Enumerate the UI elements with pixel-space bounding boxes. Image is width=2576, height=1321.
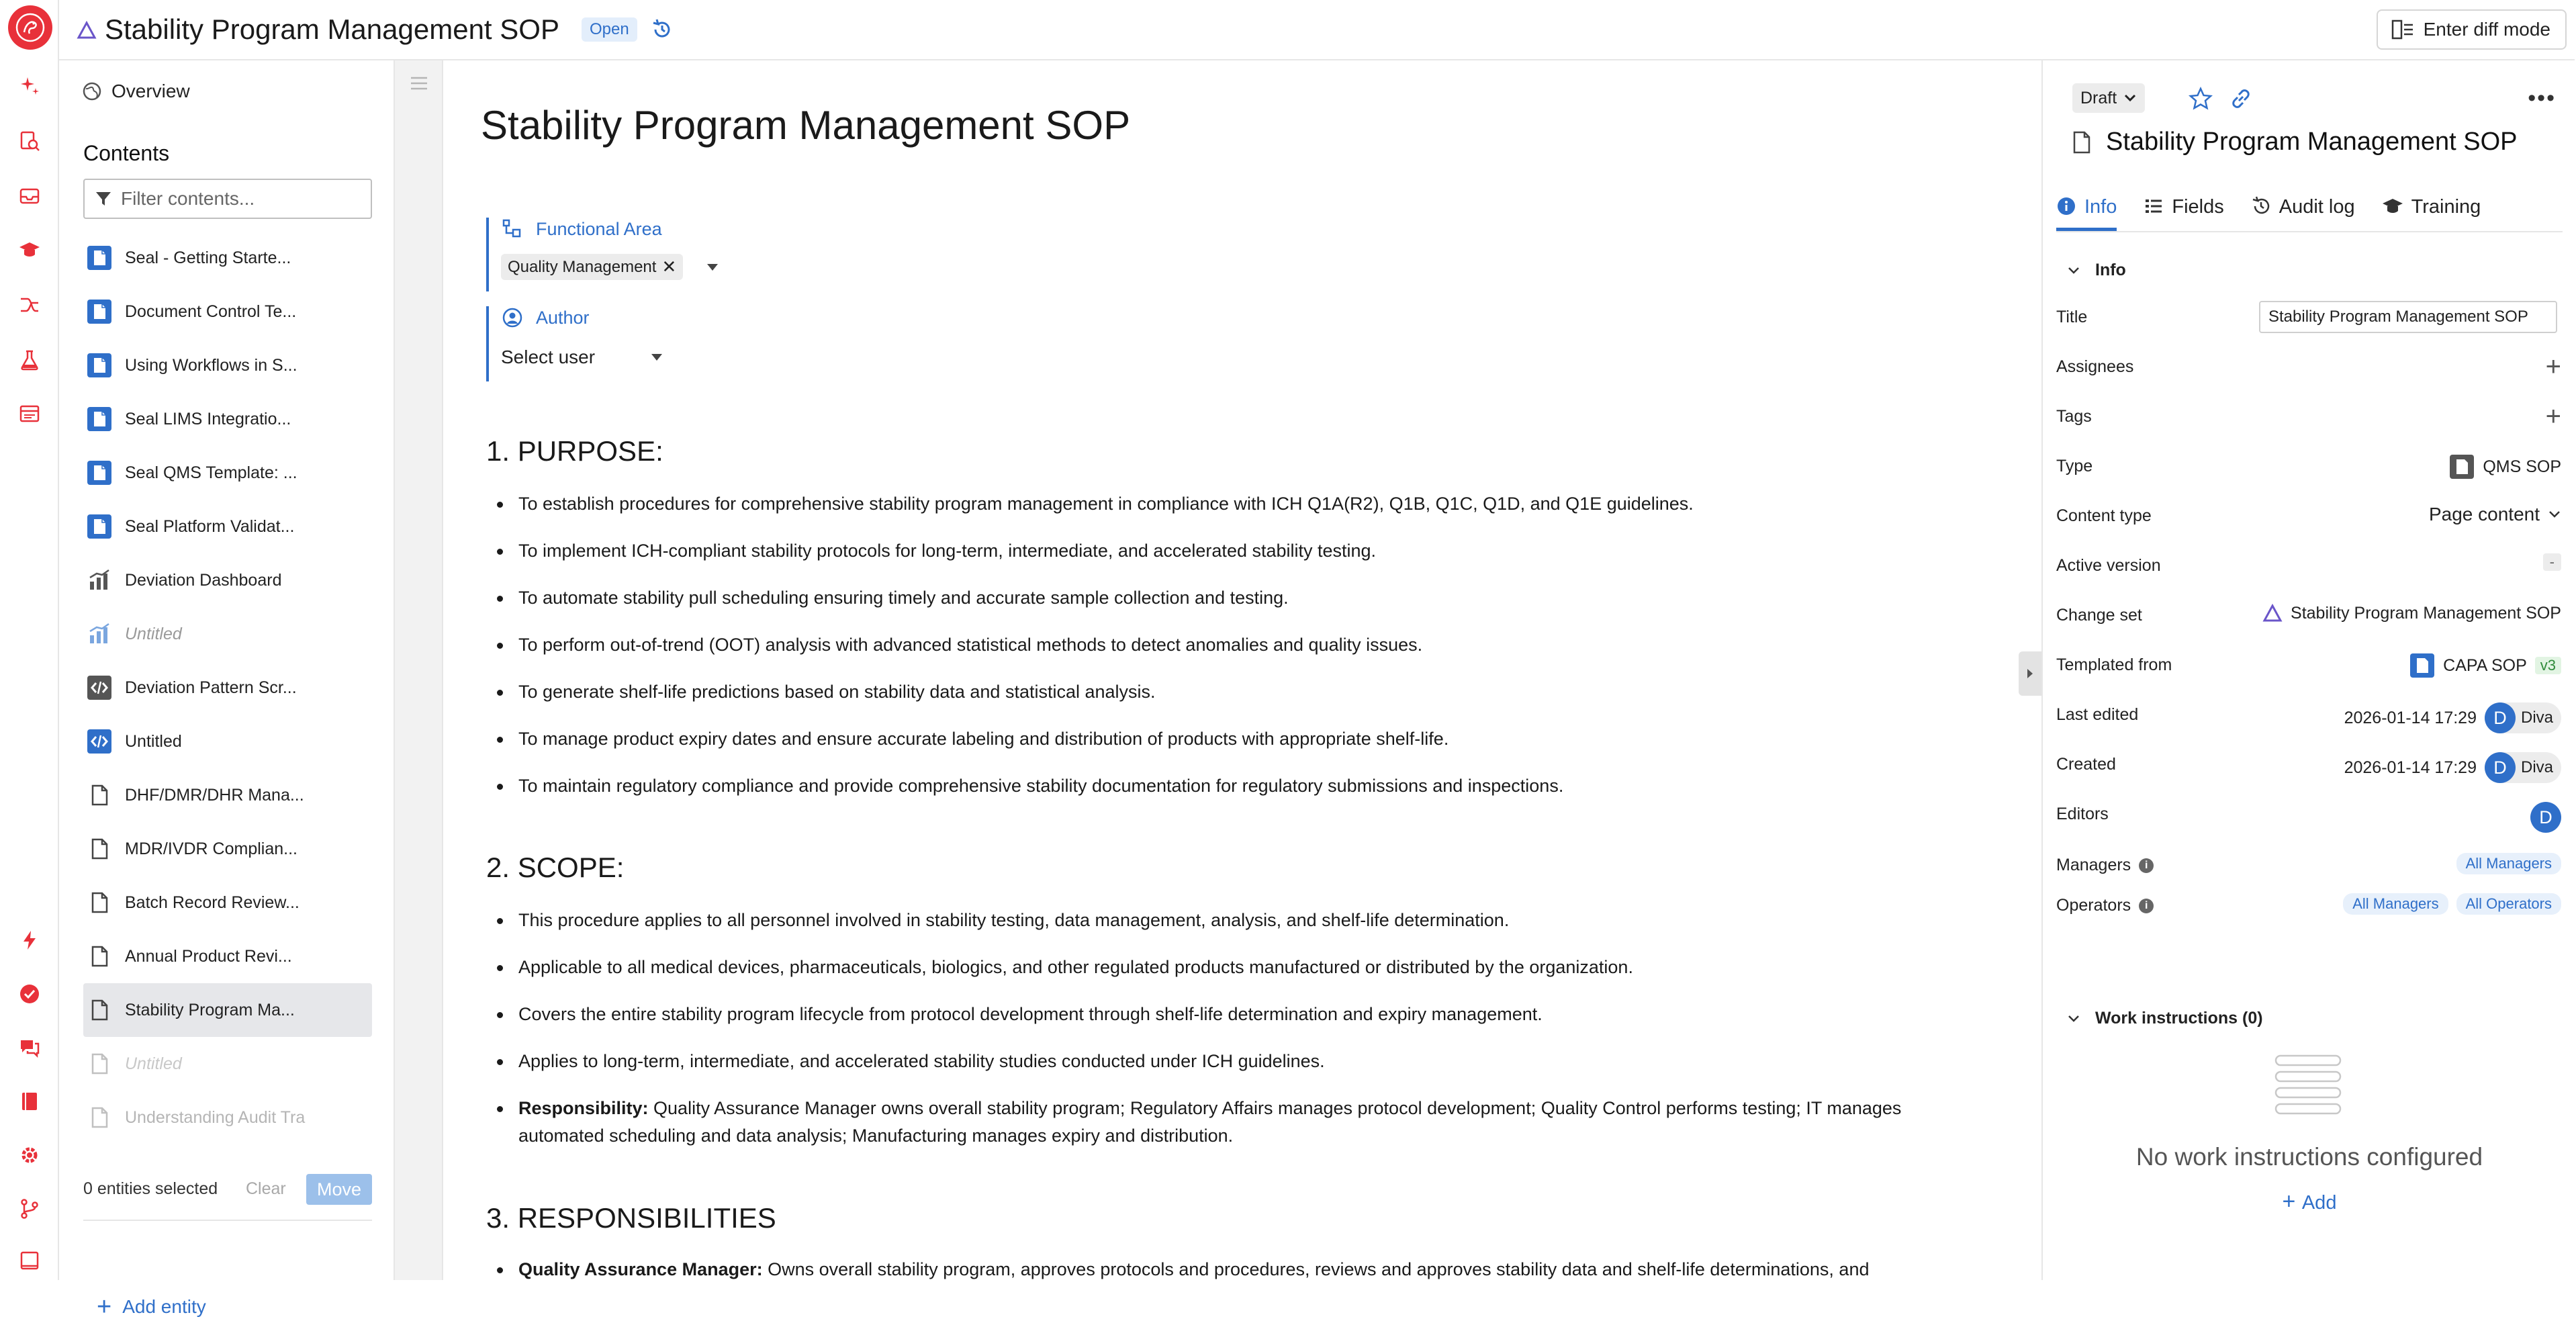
sidebar-item[interactable] bbox=[83, 929, 372, 983]
bullet-text: To implement ICH-compliant stability protocols for long-term, intermediate, and accelerated stability testing. bbox=[518, 541, 1377, 561]
sidebar-item[interactable] bbox=[83, 231, 372, 285]
sidebar-item-label: Untitled bbox=[125, 624, 182, 643]
sidebar-item[interactable] bbox=[83, 822, 372, 876]
section-heading-responsibilities: 3. RESPONSIBILITIES bbox=[486, 1202, 776, 1234]
panel-title-text: Stability Program Management SOP bbox=[2106, 128, 2518, 156]
chat-icon[interactable] bbox=[17, 1036, 42, 1060]
ai-sparkle-icon[interactable] bbox=[17, 74, 42, 98]
bullet-bold-lead: Quality Assurance Manager: bbox=[518, 1259, 763, 1279]
qms-sop-type-icon bbox=[2449, 454, 2475, 480]
functional-area-dropdown-icon[interactable] bbox=[707, 264, 718, 271]
overview-label: Overview bbox=[111, 81, 190, 101]
sidebar-item[interactable] bbox=[83, 876, 372, 929]
status-badge: Open bbox=[582, 17, 637, 42]
bullet-text: To generate shelf-life predictions based on stability data and statistical analysis. bbox=[518, 682, 1156, 702]
prop-editors-label: Editors bbox=[2056, 805, 2109, 823]
bullet-bold-lead: Responsibility: bbox=[518, 1098, 649, 1118]
work-instructions-empty: No work instructions configured bbox=[2135, 1143, 2483, 1171]
plus-icon: + bbox=[2282, 1189, 2302, 1214]
page-title: Stability Program Management SOP bbox=[105, 13, 559, 45]
link-icon[interactable] bbox=[2228, 86, 2254, 111]
tab-audit-log-label: Audit log bbox=[2279, 196, 2355, 218]
remove-chip-icon[interactable]: ✕ bbox=[661, 257, 677, 277]
info-icon[interactable]: i bbox=[2139, 858, 2154, 873]
library-book-icon[interactable] bbox=[17, 1089, 42, 1113]
add-work-instruction-label: Add bbox=[2301, 1192, 2337, 1214]
doc-blue-icon bbox=[86, 459, 113, 486]
sidebar-item-label: Deviation Pattern Scr... bbox=[125, 678, 297, 697]
history-icon[interactable] bbox=[650, 17, 674, 42]
diff-icon bbox=[2391, 19, 2414, 40]
bullet-item bbox=[486, 1256, 1990, 1283]
prop-last-edited bbox=[2056, 700, 2567, 729]
bullet-text: Owns overall stability program, approves protocols and procedures, reviews and approves stability data and shelf-life determinations, and bbox=[762, 1259, 1870, 1279]
bullet-text: Applicable to all medical devices, pharmaceuticals, biologics, and other regulated products manufactured or distributed by the organization. bbox=[518, 957, 1633, 977]
prop-type-label: Type bbox=[2056, 457, 2093, 475]
properties-panel bbox=[2041, 60, 2575, 1280]
add-work-instruction-button[interactable] bbox=[2043, 1189, 2576, 1215]
hierarchy-icon bbox=[501, 218, 524, 240]
avatar: D bbox=[2485, 702, 2516, 733]
functional-area-value: Quality Management bbox=[508, 257, 657, 276]
chevron-down-icon bbox=[2123, 93, 2137, 103]
operators-pill-operators[interactable]: All Operators bbox=[2456, 893, 2561, 915]
prop-assignees bbox=[2056, 352, 2567, 381]
dashboard-light-icon bbox=[86, 621, 113, 647]
status-dropdown[interactable] bbox=[2072, 83, 2145, 113]
tab-training[interactable] bbox=[2382, 192, 2481, 231]
functional-area-label: Functional Area bbox=[536, 218, 662, 239]
doc-outline-icon bbox=[86, 997, 113, 1023]
sidebar-item[interactable] bbox=[83, 392, 372, 446]
training-cap-icon[interactable] bbox=[17, 238, 42, 262]
created-user[interactable] bbox=[2485, 752, 2561, 783]
sidebar-item[interactable] bbox=[83, 553, 372, 607]
last-edited-timestamp: 2026-01-14 17:29 bbox=[2344, 708, 2477, 727]
author-field bbox=[486, 306, 835, 381]
sidebar-item[interactable] bbox=[83, 1037, 372, 1091]
empty-list-illustration-icon bbox=[2274, 1054, 2342, 1115]
bullet-text: To establish procedures for comprehensive stability program management in compliance with ICH Q1A(R2), Q1B, Q1C, Q1D, and Q1E guidelines. bbox=[518, 494, 1694, 514]
settings-gear-icon[interactable] bbox=[17, 1143, 42, 1167]
doc-blue-icon bbox=[86, 244, 113, 271]
info-icon bbox=[2056, 196, 2076, 216]
bullet-text: To perform out-of-trend (OOT) analysis with advanced statistical methods to detect anomalies and quality issues. bbox=[518, 635, 1423, 655]
bullet-item bbox=[486, 1048, 1990, 1075]
info-section-toggle[interactable] bbox=[2067, 261, 2126, 280]
prop-managers bbox=[2056, 850, 2567, 880]
seal-logo[interactable] bbox=[8, 5, 52, 50]
change-set-link[interactable] bbox=[2262, 603, 2561, 623]
doc-blue-icon bbox=[86, 298, 113, 325]
prop-created-label: Created bbox=[2056, 755, 2116, 774]
filter-box bbox=[83, 179, 372, 219]
prop-managers-label: Managers bbox=[2056, 856, 2131, 874]
managers-pill[interactable]: All Managers bbox=[2456, 853, 2561, 874]
sidebar-item-label: Annual Product Revi... bbox=[125, 946, 292, 966]
sidebar-item[interactable] bbox=[83, 607, 372, 661]
bullet-item bbox=[486, 631, 1990, 659]
doc-blue-icon bbox=[86, 513, 113, 540]
prop-operators-label: Operators bbox=[2056, 896, 2131, 915]
sidebar-item[interactable] bbox=[83, 983, 372, 1037]
panel-splitter[interactable] bbox=[395, 60, 443, 1280]
bullet-item bbox=[486, 490, 1990, 518]
branch-icon[interactable] bbox=[17, 1197, 42, 1221]
last-edited-user[interactable] bbox=[2485, 702, 2561, 733]
add-entity-label: Add entity bbox=[122, 1296, 206, 1317]
contents-heading: Contents bbox=[83, 141, 170, 165]
enter-diff-mode-button[interactable] bbox=[2377, 9, 2567, 50]
change-set-triangle-icon bbox=[77, 20, 97, 40]
doc-outline-icon bbox=[86, 782, 113, 809]
bullet-item bbox=[486, 907, 1990, 934]
doc-light-icon bbox=[86, 1050, 113, 1077]
sidebar-divider bbox=[83, 1220, 372, 1221]
sidebar-item[interactable] bbox=[83, 768, 372, 822]
chevron-down-icon bbox=[2067, 1014, 2080, 1023]
lightning-icon[interactable] bbox=[17, 928, 42, 952]
prop-templated-from-label: Templated from bbox=[2056, 655, 2172, 674]
sidebar-item[interactable] bbox=[83, 338, 372, 392]
sidebar-item[interactable] bbox=[83, 661, 372, 715]
more-options-icon[interactable]: ••• bbox=[2528, 85, 2556, 111]
prop-change-set-value: Stability Program Management SOP bbox=[2291, 603, 2561, 623]
sidebar-item[interactable] bbox=[83, 446, 372, 500]
add-assignee-icon[interactable]: + bbox=[2545, 352, 2561, 381]
sidebar-item-label: MDR/IVDR Complian... bbox=[125, 839, 297, 858]
prop-tags bbox=[2056, 402, 2567, 431]
tab-audit-log[interactable] bbox=[2251, 192, 2355, 231]
prop-type bbox=[2056, 451, 2567, 481]
change-set-triangle-icon bbox=[2262, 603, 2283, 623]
prop-content-type bbox=[2056, 501, 2567, 531]
author-dropdown-icon[interactable] bbox=[651, 354, 662, 361]
script-gray-icon bbox=[86, 674, 113, 701]
info-icon[interactable]: i bbox=[2139, 899, 2154, 913]
panel-title bbox=[2072, 128, 2518, 156]
prop-active-version-label: Active version bbox=[2056, 556, 2161, 575]
search-docs-icon[interactable] bbox=[17, 129, 42, 153]
sidebar-item[interactable] bbox=[83, 285, 372, 338]
sidebar-item[interactable] bbox=[83, 715, 372, 768]
add-entity-button[interactable] bbox=[97, 1293, 206, 1321]
workflow-icon[interactable] bbox=[17, 293, 42, 317]
prop-change-set-label: Change set bbox=[2056, 606, 2142, 625]
avatar[interactable]: D bbox=[2530, 802, 2561, 833]
prop-content-type-label: Content type bbox=[2056, 506, 2152, 525]
sidebar-item-label: Untitled bbox=[125, 731, 182, 751]
tab-info-label: Info bbox=[2084, 196, 2117, 218]
selection-count: 0 entities selected bbox=[83, 1179, 218, 1198]
sidebar-item-label: Seal QMS Template: ... bbox=[125, 463, 297, 482]
sidebar-item-label: Batch Record Review... bbox=[125, 893, 300, 912]
doc-blue-icon bbox=[86, 406, 113, 432]
bullet-item bbox=[486, 725, 1990, 753]
content-type-select[interactable] bbox=[2429, 504, 2561, 525]
sidebar-item-label: DHF/DMR/DHR Mana... bbox=[125, 785, 304, 805]
bullet-item bbox=[486, 678, 1990, 706]
created-timestamp: 2026-01-14 17:29 bbox=[2344, 758, 2477, 777]
work-instructions-toggle[interactable] bbox=[2067, 1009, 2263, 1028]
list-icon bbox=[2144, 196, 2164, 216]
title-input[interactable] bbox=[2259, 301, 2557, 333]
status-dropdown-label: Draft bbox=[2080, 89, 2117, 107]
bullet-item bbox=[486, 772, 1990, 800]
prop-templated-from-value: CAPA SOP bbox=[2443, 655, 2527, 675]
star-icon[interactable] bbox=[2188, 86, 2213, 111]
prop-operators bbox=[2056, 891, 2567, 920]
tab-fields[interactable] bbox=[2144, 192, 2223, 231]
doc-light-icon bbox=[86, 1104, 113, 1131]
sidebar-item-label: Using Workflows in S... bbox=[125, 355, 297, 375]
script-blue-icon bbox=[86, 728, 113, 755]
doc-outline-icon bbox=[86, 889, 113, 916]
prop-tags-label: Tags bbox=[2056, 407, 2092, 426]
user-icon bbox=[501, 306, 524, 329]
bullet-text: Quality Assurance Manager owns overall stability program; Regulatory Affairs manages protocol development; Quality Control performs testing; IT manages automated scheduling and data analysis; Manufacturing manages expiry and distribution. bbox=[518, 1098, 1902, 1146]
bullet-item bbox=[486, 584, 1990, 612]
tab-training-label: Training bbox=[2411, 196, 2481, 218]
chevron-right-icon bbox=[2025, 668, 2035, 680]
sidebar-item-label: Seal - Getting Starte... bbox=[125, 248, 291, 267]
prop-content-type-value: Page content bbox=[2428, 504, 2540, 525]
prop-title bbox=[2056, 302, 2567, 332]
templated-from-link[interactable] bbox=[2409, 653, 2561, 678]
created-user-name: Diva bbox=[2520, 758, 2553, 776]
prop-last-edited-label: Last edited bbox=[2056, 705, 2139, 724]
panel-tabs bbox=[2056, 192, 2563, 232]
document-title[interactable]: Stability Program Management SOP bbox=[481, 103, 1131, 148]
author-select[interactable] bbox=[501, 347, 835, 368]
bullet-text: This procedure applies to all personnel involved in stability testing, data management, analysis, and shelf-life determination. bbox=[518, 910, 1510, 930]
sidebar-item[interactable] bbox=[83, 1091, 372, 1144]
bullet-item bbox=[486, 954, 1990, 981]
scope-list bbox=[486, 907, 1990, 1169]
tab-fields-label: Fields bbox=[2172, 196, 2224, 218]
sidebar-item-label: Untitled bbox=[125, 1054, 182, 1073]
bullet-text: To automate stability pull scheduling ensuring timely and accurate sample collection and testing. bbox=[518, 588, 1289, 608]
bullet-text: To maintain regulatory compliance and provide comprehensive stability documentation for regulatory submissions and inspections. bbox=[518, 776, 1564, 796]
guide-book-icon[interactable] bbox=[17, 1249, 42, 1273]
enter-diff-mode-label: Enter diff mode bbox=[2423, 19, 2550, 40]
author-placeholder: Select user bbox=[501, 347, 596, 367]
document-editor bbox=[443, 60, 2040, 1280]
avatar: D bbox=[2485, 752, 2516, 783]
sidebar-item-label: Seal LIMS Integratio... bbox=[125, 409, 291, 428]
functional-area-field bbox=[486, 218, 835, 291]
app-rail bbox=[0, 0, 59, 1280]
active-version-value: - bbox=[2543, 553, 2561, 571]
last-edited-user-name: Diva bbox=[2520, 709, 2553, 727]
overview-link[interactable] bbox=[82, 81, 190, 102]
prop-templated-from bbox=[2056, 650, 2567, 680]
bullet-item bbox=[486, 1001, 1990, 1028]
sidebar-item-label: Document Control Te... bbox=[125, 302, 297, 321]
info-section-heading: Info bbox=[2095, 261, 2126, 279]
prop-assignees-label: Assignees bbox=[2056, 357, 2134, 376]
move-button[interactable]: Move bbox=[306, 1174, 372, 1205]
bullet-item bbox=[486, 537, 1990, 565]
section-heading-purpose: 1. PURPOSE: bbox=[486, 435, 663, 467]
check-circle-icon[interactable] bbox=[17, 982, 42, 1006]
seal-logo-icon bbox=[15, 12, 46, 43]
lab-flask-icon[interactable] bbox=[17, 348, 42, 372]
purpose-list bbox=[486, 490, 1990, 819]
prop-active-version bbox=[2056, 551, 2567, 580]
contents-list bbox=[83, 231, 372, 1144]
sidebar-item-label: Understanding Audit Tra bbox=[125, 1107, 306, 1127]
template-version-badge: v3 bbox=[2535, 657, 2561, 674]
sidebar-item[interactable] bbox=[83, 500, 372, 553]
inbox-icon[interactable] bbox=[17, 184, 42, 208]
page-header bbox=[59, 0, 2575, 60]
sidebar-toggle-icon[interactable] bbox=[408, 73, 430, 94]
filter-contents-input[interactable] bbox=[121, 188, 363, 210]
selection-bar bbox=[83, 1171, 372, 1206]
functional-area-chip bbox=[501, 254, 683, 280]
responsibilities-list bbox=[486, 1256, 1990, 1303]
author-label: Author bbox=[536, 307, 590, 328]
operators-pill-managers[interactable]: All Managers bbox=[2343, 893, 2448, 915]
bullet-text: Applies to long-term, intermediate, and accelerated stability studies conducted under ICH guidelines. bbox=[518, 1051, 1325, 1071]
history-icon bbox=[2251, 196, 2271, 216]
dashboard-icon bbox=[86, 567, 113, 594]
sidebar-item-label: Seal Platform Validat... bbox=[125, 516, 295, 536]
bullet-text: Covers the entire stability program lifecycle from protocol development through shelf-life determination and expiry management. bbox=[518, 1004, 1543, 1024]
prop-title-label: Title bbox=[2056, 308, 2088, 326]
doc-outline-icon bbox=[86, 943, 113, 970]
prop-editors bbox=[2056, 799, 2567, 829]
prop-change-set bbox=[2056, 600, 2567, 630]
chevron-down-icon bbox=[2067, 266, 2080, 275]
capa-sop-doc-icon bbox=[2409, 653, 2435, 678]
sidebar-item-label: Deviation Dashboard bbox=[125, 570, 282, 590]
bullet-item bbox=[486, 1095, 1990, 1150]
bullet-text: To manage product expiry dates and ensure accurate labeling and distribution of products with appropriate shelf-life. bbox=[518, 729, 1449, 749]
document-icon bbox=[2072, 130, 2091, 154]
records-window-icon[interactable] bbox=[17, 402, 42, 426]
prop-type-value: QMS SOP bbox=[2483, 457, 2561, 476]
training-cap-icon bbox=[2382, 196, 2403, 216]
doc-blue-icon bbox=[86, 352, 113, 379]
sidebar-item-label: Stability Program Ma... bbox=[125, 1000, 295, 1019]
add-tag-icon[interactable]: + bbox=[2545, 402, 2561, 431]
plus-icon: + bbox=[97, 1293, 112, 1321]
contents-sidebar bbox=[59, 60, 395, 1321]
chevron-down-icon bbox=[2548, 510, 2561, 519]
tab-info[interactable] bbox=[2056, 192, 2117, 231]
filter-icon bbox=[94, 189, 113, 208]
doc-outline-icon bbox=[86, 835, 113, 862]
globe-icon bbox=[82, 81, 102, 101]
section-heading-scope: 2. SCOPE: bbox=[486, 852, 625, 883]
collapse-panel-button[interactable] bbox=[2019, 651, 2041, 696]
clear-selection-button[interactable]: Clear bbox=[246, 1179, 286, 1198]
work-instructions-heading: Work instructions (0) bbox=[2095, 1009, 2263, 1028]
prop-created bbox=[2056, 749, 2567, 779]
